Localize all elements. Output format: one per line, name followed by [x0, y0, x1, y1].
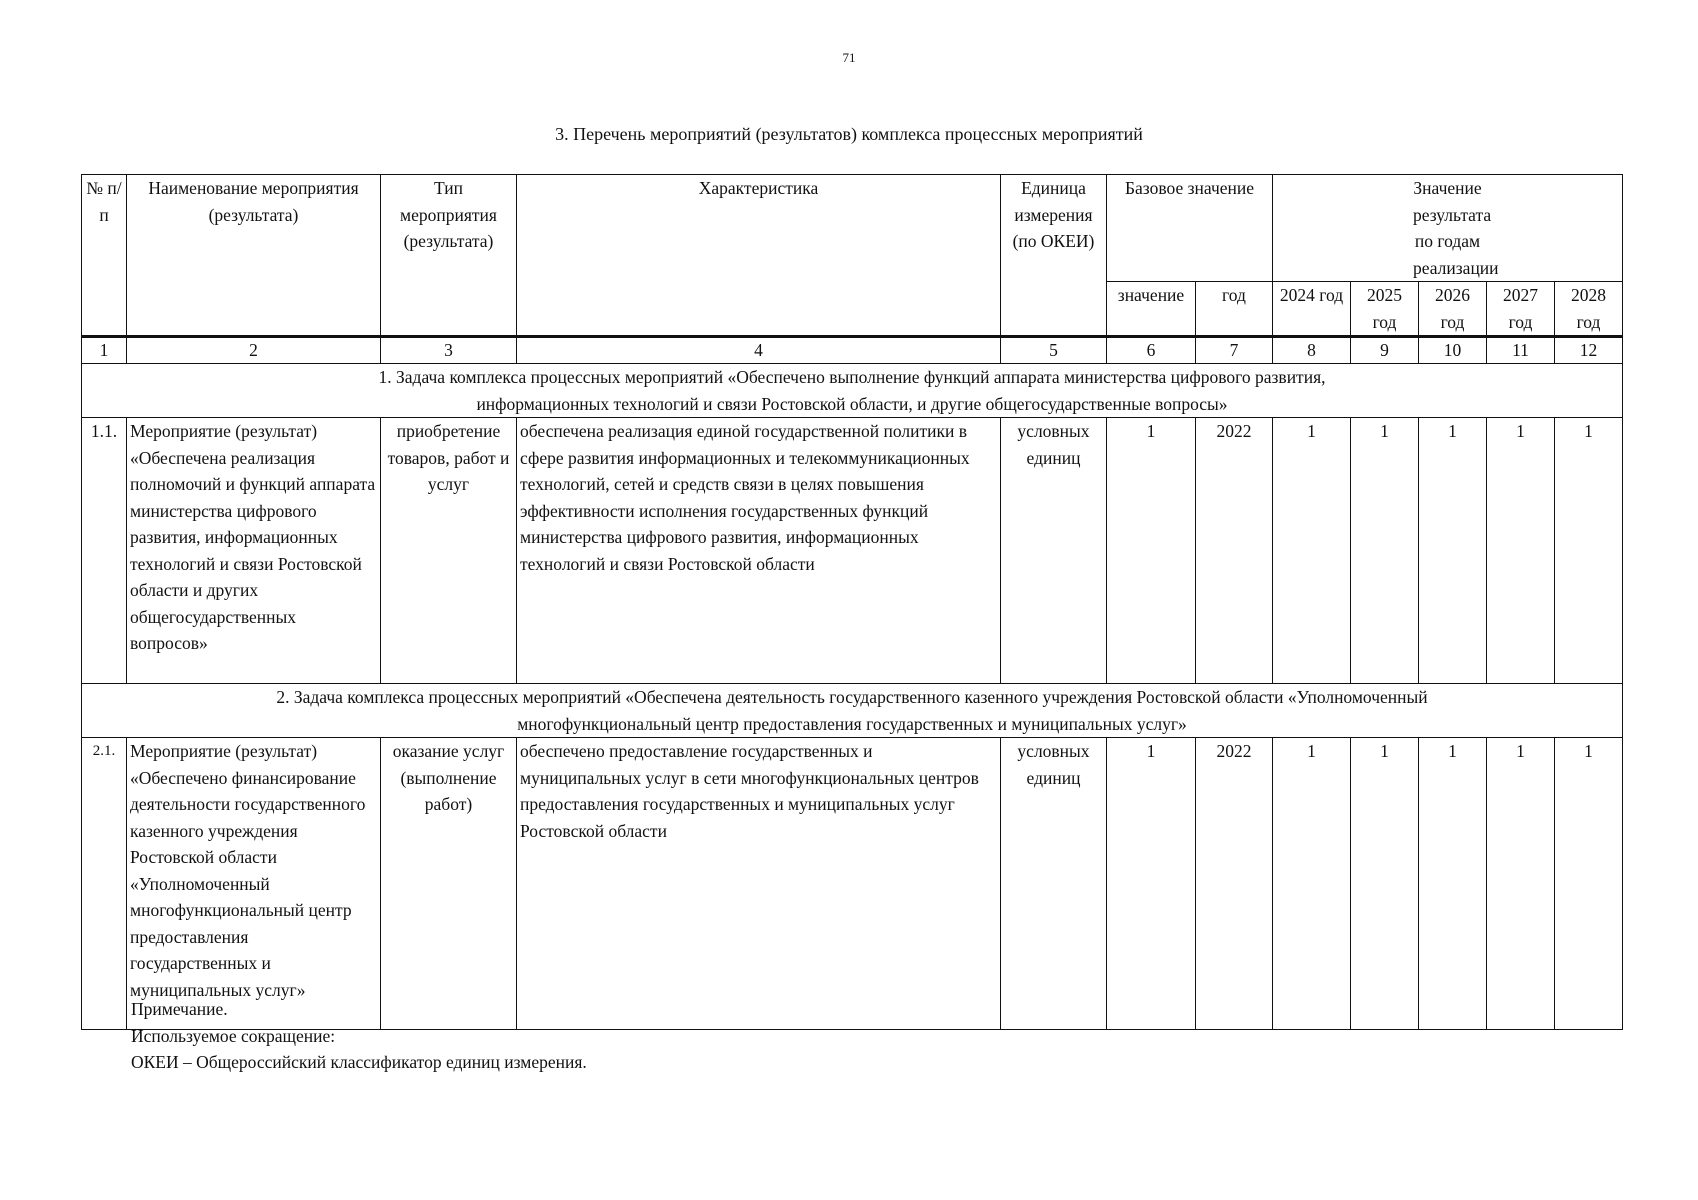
year-value: 1 — [1555, 738, 1623, 1030]
header-year: 2026 год — [1419, 282, 1487, 337]
measure-name: Мероприятие (результат) «Обеспечено финансирование деятельности государственного казенного учреждения Ростовской области «Уполномоченный многофункциональный центр предоставления государственных и муниципальных услуг» — [127, 738, 381, 1030]
header-result: Значение результата по годам реализации — [1273, 175, 1623, 282]
section-title: 3. Перечень мероприятий (результатов) комплекса процессных мероприятий — [555, 124, 1143, 144]
header-unit: Единица измерения (по ОКЕИ) — [1001, 175, 1107, 337]
measure-type: приобретение товаров, работ и услуг — [381, 418, 517, 684]
measure-name: Мероприятие (результат) «Обеспечена реализация полномочий и функций аппарата министерства цифрового развития, информационных технологий и связи Ростовской области и других общегосударственных вопросов» — [127, 418, 381, 684]
header-type: Тип мероприятия (результата) — [381, 175, 517, 337]
header-base: Базовое значение — [1107, 175, 1273, 282]
base-year: 2022 — [1196, 418, 1273, 684]
header-name: Наименование мероприятия (результата) — [127, 175, 381, 337]
year-value: 1 — [1351, 738, 1419, 1030]
measure-unit: условных единиц — [1001, 738, 1107, 1030]
year-value: 1 — [1419, 418, 1487, 684]
column-numbers-row — [82, 337, 1623, 364]
column-number: 6 — [1107, 337, 1196, 364]
year-value: 1 — [1487, 738, 1555, 1030]
task-title: 1. Задача комплекса процессных мероприятий «Обеспечено выполнение функций аппарата министерства цифрового развития, информационных технологий и связи Ростовской области, и другие общегосударственные вопросы» — [82, 364, 1623, 418]
base-year: 2022 — [1196, 738, 1273, 1030]
base-value: 1 — [1107, 418, 1196, 684]
header-year: 2027 год — [1487, 282, 1555, 337]
header-base-value: значение — [1107, 282, 1196, 337]
column-number: 3 — [381, 337, 517, 364]
table-row — [82, 738, 1623, 1030]
header-base-year: год — [1196, 282, 1273, 337]
header-num: № п/п — [82, 175, 127, 337]
note-subtitle: Используемое сокращение: — [131, 1025, 336, 1046]
year-value: 1 — [1351, 418, 1419, 684]
header-year: 2028 год — [1555, 282, 1623, 337]
measure-characteristic: обеспечена реализация единой государственной политики в сфере развития информационных и телекоммуникационных технологий, сетей и средств связи в целях повышения эффективности исполнения государственных функций министерства цифрового развития, информационных технологий и связи Ростовской области — [517, 418, 1001, 684]
row-number: 2.1. — [82, 738, 127, 1030]
table-row — [82, 418, 1623, 684]
column-number: 1 — [82, 337, 127, 364]
measure-unit: условных единиц — [1001, 418, 1107, 684]
header-year: 2024 год — [1273, 282, 1351, 337]
task-title: 2. Задача комплекса процессных мероприятий «Обеспечена деятельность государственного казенного учреждения Ростовской области «Уполномоченный многофункциональный центр предоставления государственных и муниципальных услуг» — [82, 684, 1623, 738]
column-number: 11 — [1487, 337, 1555, 364]
column-number: 2 — [127, 337, 381, 364]
year-value: 1 — [1419, 738, 1487, 1030]
column-number: 9 — [1351, 337, 1419, 364]
column-number: 8 — [1273, 337, 1351, 364]
task-row — [82, 684, 1623, 738]
year-value: 1 — [1273, 738, 1351, 1030]
column-number: 7 — [1196, 337, 1273, 364]
note-title: Примечание. — [131, 999, 228, 1019]
page-number: 71 — [842, 50, 856, 65]
note-text: ОКЕИ – Общероссийский классификатор единиц измерения. — [131, 1052, 587, 1072]
year-value: 1 — [1487, 418, 1555, 684]
column-number: 5 — [1001, 337, 1107, 364]
header-year: 2025 год — [1351, 282, 1419, 337]
year-value: 1 — [1555, 418, 1623, 684]
row-number: 1.1. — [82, 418, 127, 684]
base-value: 1 — [1107, 738, 1196, 1030]
measure-type: оказание услуг (выполнение работ) — [381, 738, 517, 1030]
measures-table — [81, 174, 1623, 1030]
note-block — [131, 996, 587, 1076]
year-value: 1 — [1273, 418, 1351, 684]
task-row — [82, 364, 1623, 418]
column-number: 12 — [1555, 337, 1623, 364]
column-number: 10 — [1419, 337, 1487, 364]
column-number: 4 — [517, 337, 1001, 364]
header-characteristic: Характеристика — [517, 175, 1001, 337]
measure-characteristic: обеспечено предоставление государственных и муниципальных услуг в сети многофункциональных центров предоставления государственных и муниципальных услуг Ростовской области — [517, 738, 1001, 1030]
